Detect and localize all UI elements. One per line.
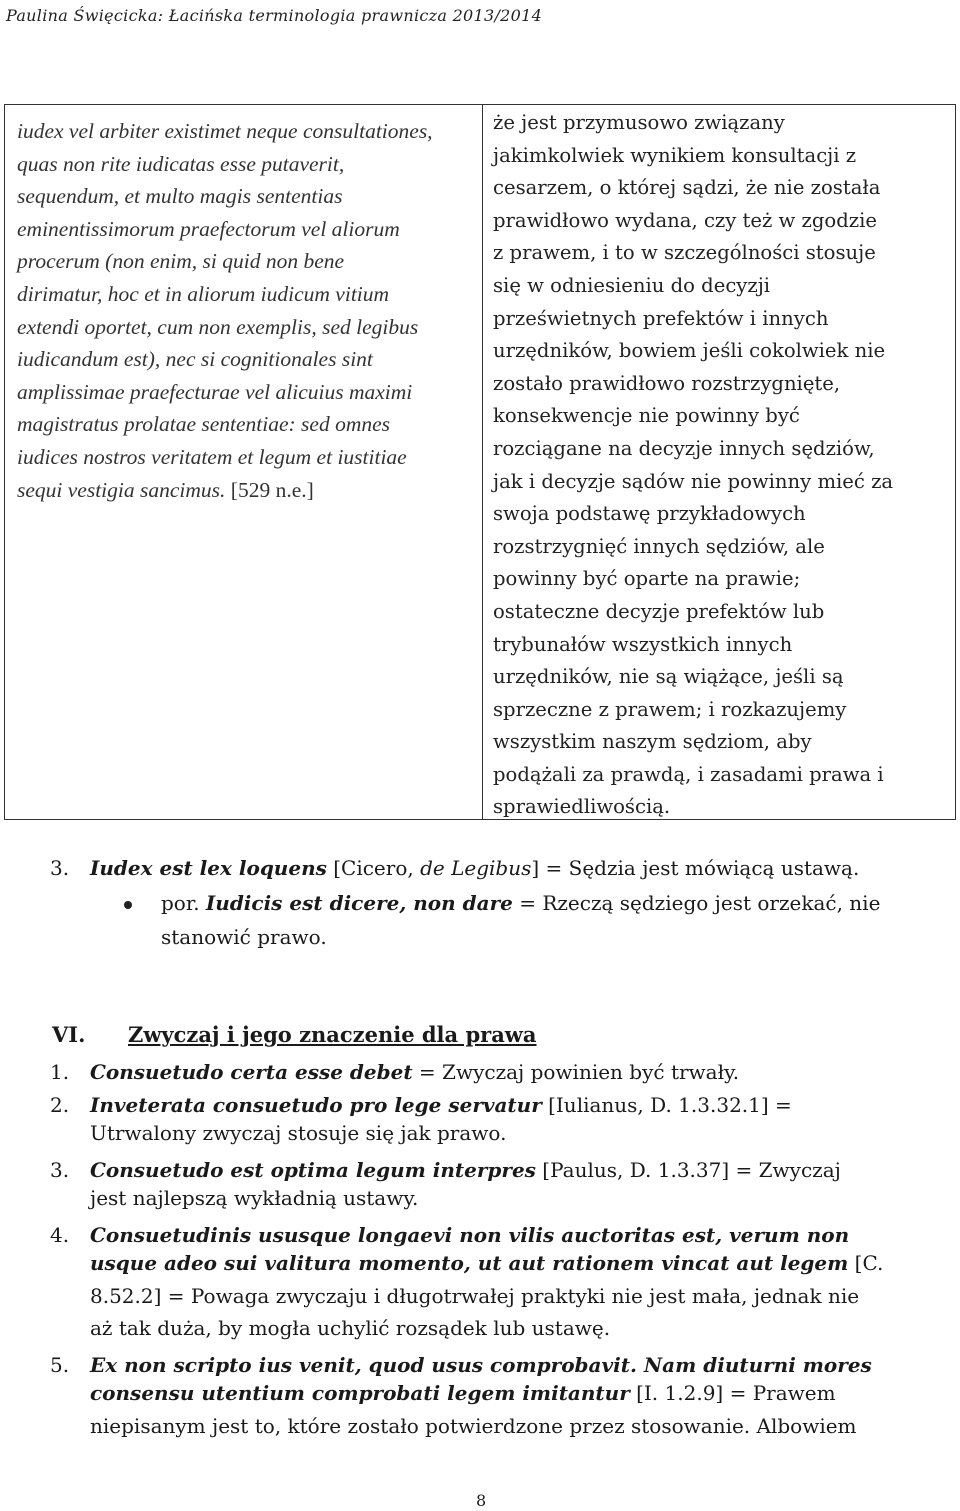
polish-line: rozciągane na decyzje innych sędziów,	[493, 436, 875, 460]
latin-maxim: Consuetudo certa esse debet	[90, 1060, 413, 1084]
item-reference: [Paulus, D. 1.3.37] = Zwyczaj	[535, 1158, 841, 1182]
polish-line: urzędników, bowiem jeśli cokolwiek nie	[493, 339, 886, 363]
polish-line: zostało prawidłowo rozstrzygnięte,	[493, 371, 841, 395]
item-number: 5.	[50, 1353, 70, 1377]
maxim-item-3	[50, 856, 859, 880]
latin-last-line	[17, 474, 479, 507]
section-title: Zwyczaj i jego znaczenie dla prawa	[128, 1022, 537, 1047]
page-number: 8	[476, 1491, 487, 1510]
list-item	[50, 1089, 792, 1122]
bullet-continuation: stanowić prawo.	[161, 925, 327, 949]
comparison-bullet	[161, 891, 880, 915]
running-header: Paulina Święcicka: Łacińska terminologia prawnicza 2013/2014	[6, 6, 543, 25]
list-item	[50, 1154, 841, 1187]
latin-line: iudices nostros veritatem et legum et iustitiae	[17, 444, 407, 469]
latin-line: sequendum, et multo magis sententias	[17, 184, 343, 209]
item-number: 3.	[50, 856, 70, 880]
latin-maxim: usque adeo sui valitura momento, ut aut rationem vincat aut legem	[90, 1251, 849, 1275]
item-continuation: niepisanym jest to, które zostało potwierdzone przez stosowanie. Albowiem	[90, 1414, 857, 1438]
polish-line: sprawiedliwością.	[493, 795, 671, 819]
item-continuation	[90, 1381, 836, 1405]
item-number: 3.	[50, 1158, 70, 1182]
table-divider	[482, 105, 483, 819]
latin-line: iudicandum est), nec si cognitionales sint	[17, 347, 373, 372]
polish-cell	[493, 107, 955, 824]
item-continuation: Utrwalony zwyczaj stosuje się jak prawo.	[90, 1121, 507, 1145]
reference-translation: ] = Sędzia jest mówiącą ustawą.	[531, 856, 860, 880]
list-item	[50, 1349, 872, 1382]
item-continuation: aż tak duża, by mogła uchylić rozsądek lub ustawę.	[90, 1316, 611, 1340]
polish-line: cesarzem, o której sądzi, że nie została	[493, 176, 881, 200]
item-translation: = Zwyczaj powinien być trwały.	[412, 1060, 740, 1084]
section-heading	[52, 1022, 537, 1047]
item-continuation: 8.52.2] = Powaga zwyczaju i długotrwałej praktyki nie jest mała, jednak nie	[90, 1284, 860, 1308]
reference-open: [Cicero,	[326, 856, 421, 880]
polish-line: z prawem, i to w szczególności stosuje	[493, 241, 876, 265]
polish-line: konsekwencje nie powinny być	[493, 404, 800, 428]
polish-line: się w odniesieniu do decyzji	[493, 273, 771, 297]
item-reference: [I. 1.2.9] = Prawem	[629, 1381, 836, 1405]
item-number: 4.	[50, 1223, 70, 1247]
item-continuation	[90, 1251, 883, 1275]
latin-line: magistratus prolatae sententiae: sed omnes	[17, 412, 391, 437]
latin-date-reference: [529 n.e.]	[225, 477, 314, 502]
latin-maxim: Ex non scripto ius venit, quod usus comprobavit. Nam diuturni mores	[90, 1353, 872, 1377]
polish-line: prześwietnych prefektów i innych	[493, 306, 829, 330]
polish-line: swoja podstawę przykładowych	[493, 502, 806, 526]
latin-cell	[17, 115, 479, 506]
translation-table	[4, 104, 956, 820]
latin-maxim: Iudicis est dicere, non dare	[205, 891, 513, 915]
polish-line: trybunałów wszystkich innych	[493, 632, 793, 656]
section-number: VI.	[52, 1022, 86, 1047]
latin-maxim: Iudex est lex loquens	[90, 856, 327, 880]
item-continuation: jest najlepszą wykładnią ustawy.	[90, 1186, 419, 1210]
latin-line: procerum (non enim, si quid non bene	[17, 249, 345, 274]
polish-line: jak i decyzje sądów nie powinny mieć za	[493, 469, 894, 493]
item-number: 2.	[50, 1093, 70, 1117]
polish-line: rozstrzygnięć innych sędziów, ale	[493, 534, 825, 558]
reference-work: de Legibus	[420, 856, 532, 880]
bullet-prefix: por.	[161, 891, 206, 915]
polish-line: sprzeczne z prawem; i rozkazujemy	[493, 697, 847, 721]
bullet-icon	[124, 901, 132, 909]
latin-line: eminentissimorum praefectorum vel aliorum	[17, 216, 400, 241]
list-item	[50, 1219, 849, 1252]
polish-line: ostateczne decyzje prefektów lub	[493, 599, 825, 623]
latin-maxim: consensu utentium comprobati legem imitantur	[90, 1381, 630, 1405]
latin-line: iudex vel arbiter existimet neque consultationes,	[17, 119, 433, 143]
polish-line: jakimkolwiek wynikiem konsultacji z	[493, 143, 857, 167]
latin-line: quas non rite iudicatas esse putaverit,	[17, 151, 345, 176]
latin-last-text: sequi vestigia sancimus.	[17, 477, 226, 502]
item-reference: [Iulianus, D. 1.3.32.1] =	[541, 1093, 792, 1117]
polish-line: że jest przymusowo związany	[493, 111, 785, 134]
item-reference: [C.	[848, 1251, 884, 1275]
polish-line: wszystkim naszym sędziom, aby	[493, 730, 812, 754]
polish-line: urzędników, nie są wiążące, jeśli są	[493, 665, 844, 689]
list-item	[50, 1056, 739, 1089]
latin-line: amplissimae praefecturae vel alicuius maximi	[17, 379, 413, 404]
polish-line: prawidłowo wydana, czy też w zgodzie	[493, 208, 877, 232]
bullet-translation: = Rzeczą sędziego jest orzekać, nie	[512, 891, 881, 915]
latin-line: dirimatur, hoc et in aliorum iudicum vitium	[17, 281, 390, 306]
latin-maxim: Inveterata consuetudo pro lege servatur	[90, 1093, 542, 1117]
latin-maxim: Consuetudinis ususque longaevi non vilis auctoritas est, verum non	[90, 1223, 850, 1247]
latin-line: extendi oportet, cum non exemplis, sed legibus	[17, 314, 419, 339]
polish-line: podążali za prawdą, i zasadami prawa i	[493, 762, 884, 786]
polish-line: powinny być oparte na prawie;	[493, 567, 801, 591]
item-number: 1.	[50, 1060, 70, 1084]
latin-maxim: Consuetudo est optima legum interpres	[90, 1158, 536, 1182]
